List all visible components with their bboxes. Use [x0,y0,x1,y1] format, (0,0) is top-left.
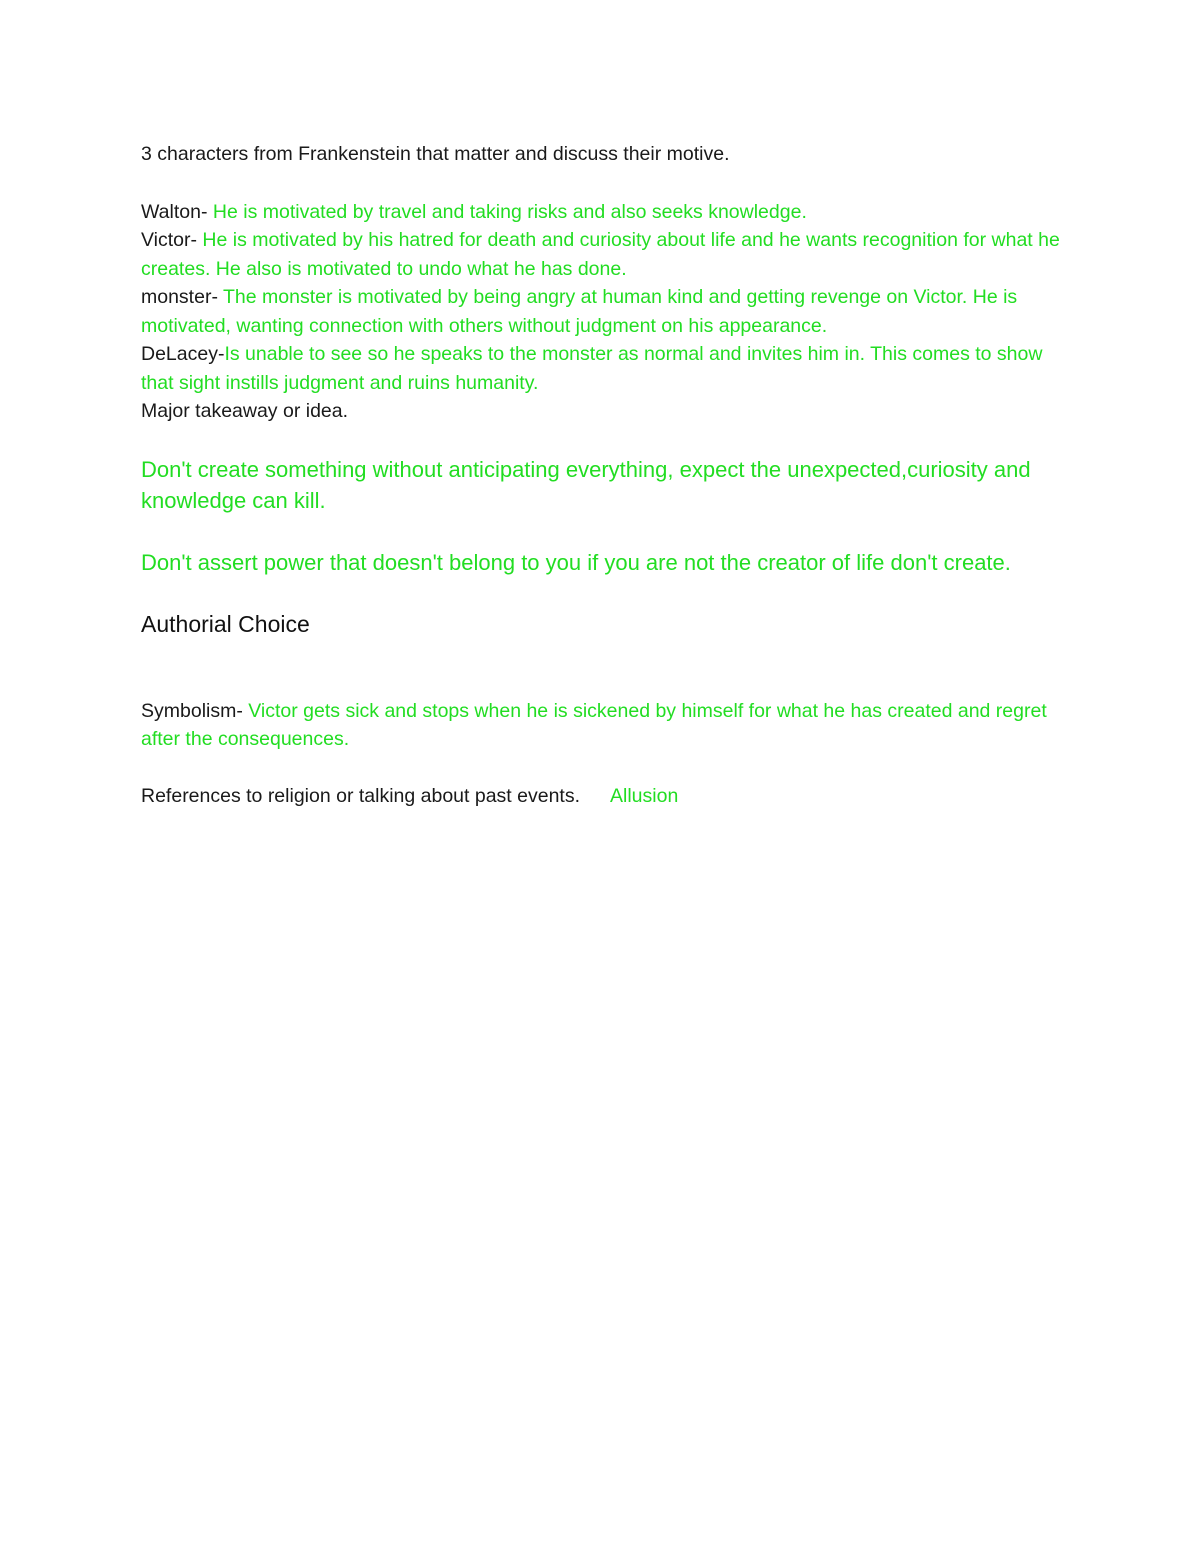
character-monster [141,283,1070,340]
character-motive: The monster is motivated by being angry at human kind and getting revenge on Victor. He is motivated, wanting connection with others without judgment on his appearance. [141,286,1018,337]
spacer [141,516,1070,547]
character-name: Walton- [141,200,213,223]
spacer [141,169,1070,198]
symbolism-answer: Victor gets sick and stops when he is sickened by himself for what he has created and regret after the consequences. [141,699,1047,750]
references-entry [141,782,1070,811]
character-name: Victor- [141,229,203,251]
references-label: References to religion or talking about past events. [141,784,581,807]
character-delacey [141,340,1070,397]
spacer [141,754,1070,782]
character-walton [141,198,1070,227]
spacer [141,639,1070,697]
spacer [141,426,1070,454]
character-name: DeLacey- [141,343,225,365]
character-motive: He is motivated by his hatred for death and curiosity about life and he wants recognition for what he creates. He also is motivated to undo what he has done. [141,229,1060,280]
character-name: monster- [141,286,223,308]
takeaway-answer: Don't assert power that doesn't belong to you if you are not the creator of life don't create. [141,549,1011,575]
section-heading: Authorial Choice [141,610,310,637]
takeaway-answer: Don't create something without anticipating everything, expect the unexpected,curiosity and knowledge can kill. [141,456,1031,513]
character-motive: Is unable to see so he speaks to the monster as normal and invites him in. This comes to show that sight instills judgment and ruins humanity. [141,343,1043,394]
symbolism-entry [141,697,1070,754]
takeaway-label: Major takeaway or idea. [141,400,349,422]
symbolism-label: Symbolism- [141,699,249,722]
character-motive: He is motivated by travel and taking risks and also seeks knowledge. [212,200,807,223]
spacer [141,578,1070,609]
references-answer: Allusion [610,784,679,807]
character-victor [141,226,1070,283]
intro-prompt: 3 characters from Frankenstein that matter and discuss their motive. [141,143,730,165]
